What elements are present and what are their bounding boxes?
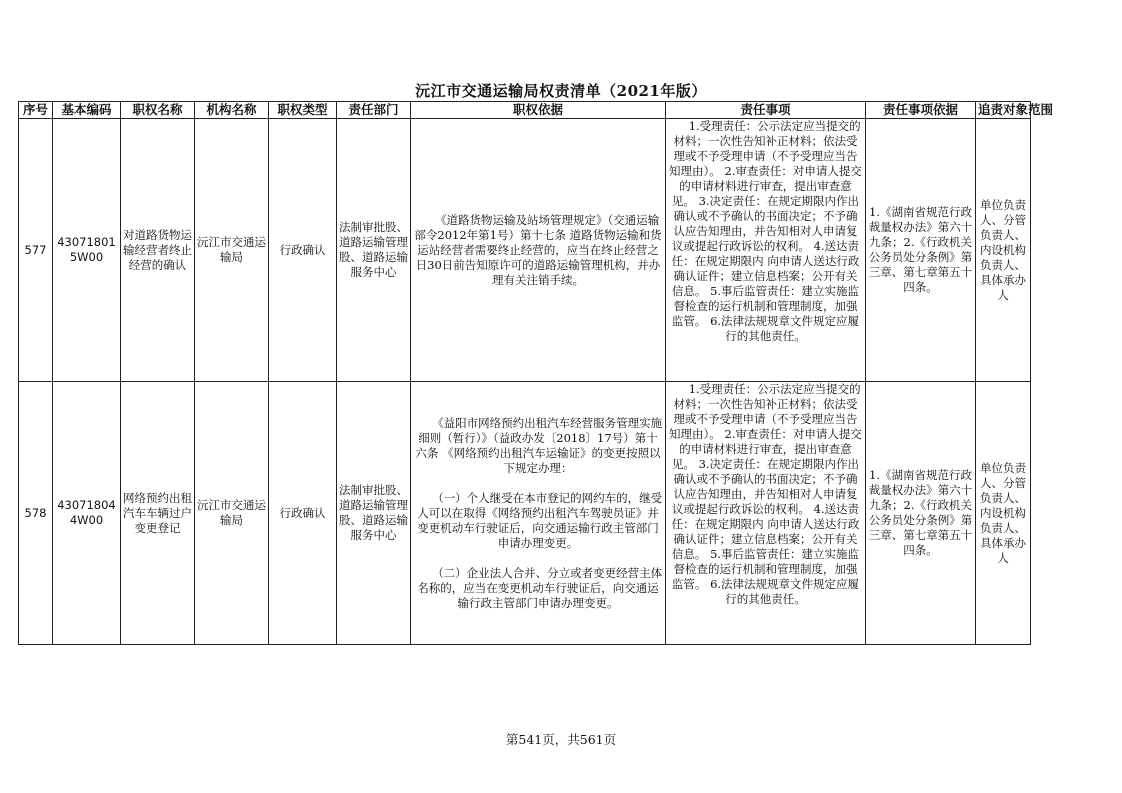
header-duty-basis: 责任事项依据 (866, 102, 976, 119)
cell-code: 430718015W00 (53, 119, 121, 382)
table-row (19, 382, 1031, 645)
cell-basis (411, 382, 666, 645)
basis-paragraph: （一）个人继受在本市登记的网约车的，继受人可以在取得《网络预约出租汽车驾驶员证》并变更机动车行驶证后，向交通运输行政主管部门申请办理变更。 (417, 490, 663, 550)
duty-text: 1.受理责任：公示法定应当提交的材料；一次性告知补正材料；依法受理或不予受理申请（不予受理应当告知理由）。 2.审查责任：对申请人提交的申请材料进行审查，提出审查意见。 3.决定责任：在规定期限内作出确认或不予确认的书面决定；不予确认应告知理由，并告知相对人申请复议或提起行政诉讼的权利。 4.送达责任：在规定期限内 向申请人送达行政确认证件；建立信息档案；公开有关信息。 5.事后监管责任：建立实施监督检查的运行机制和管理制度，加强监管。 6.法律法规规章文件规定应履行的其他责任。 (669, 382, 862, 606)
header-power-name: 职权名称 (121, 102, 195, 119)
cell-duty-basis: 1.《湖南省规范行政裁量权办法》第六十九条；2.《行政机关公务员处分条例》第三章、第七章第五十四条。 (866, 382, 976, 645)
basis-paragraph: 《道路货物运输及站场管理规定》（交通运输部令2012年第1号）第十七条 道路货物运输和货运站经营者需要终止经营的，应当在终止经营之日30日前告知原许可的道路运输管理机构，并办理有关注销手续。 (414, 212, 662, 287)
cell-agency: 沅江市交通运输局 (195, 382, 269, 645)
basis-paragraph: 《益阳市网络预约出租汽车经营服务管理实施细则（暂行）》（益政办发〔2018〕17号）第十六条 《网络预约出租汽车运输证》的变更按照以下规定办理： (415, 415, 663, 475)
table-row (19, 119, 1031, 382)
header-basis: 职权依据 (411, 102, 666, 119)
header-code: 基本编码 (53, 102, 121, 119)
basis-paragraph: （二）企业法人合并、分立或者变更经营主体名称的，应当在变更机动车行驶证后，向交通运输行政主管部门申请办理变更。 (417, 565, 663, 610)
cell-accountability: 单位负责人、分管负责人、内设机构负责人、具体承办人 (976, 119, 1031, 382)
header-index: 序号 (19, 102, 53, 119)
cell-power-name: 网络预约出租汽车车辆过户变更登记 (121, 382, 195, 645)
cell-dept: 法制审批股、道路运输管理股、道路运输服务中心 (337, 382, 411, 645)
cell-duty (666, 119, 866, 382)
cell-basis (411, 119, 666, 382)
header-accountability: 追责对象范围 (976, 102, 1031, 119)
cell-dept: 法制审批股、道路运输管理股、道路运输服务中心 (337, 119, 411, 382)
page-number: 第541页，共561页 (505, 732, 617, 747)
header-agency: 机构名称 (195, 102, 269, 119)
header-row (19, 102, 1031, 119)
cell-duty (666, 382, 866, 645)
duty-text: 1.受理责任：公示法定应当提交的材料；一次性告知补正材料；依法受理或不予受理申请（不予受理应当告知理由）。 2.审查责任：对申请人提交的申请材料进行审查，提出审查意见。 3.决定责任：在规定期限内作出确认或不予确认的书面决定；不予确认应告知理由，并告知相对人申请复议或提起行政诉讼的权利。 4.送达责任：在规定期限内 向申请人送达行政确认证件；建立信息档案；公开有关信息。 5.事后监管责任：建立实施监督检查的运行机制和管理制度，加强监管。 6.法律法规规章文件规定应履行的其他责任。 (669, 119, 862, 343)
responsibility-table (18, 101, 1054, 645)
cell-agency: 沅江市交通运输局 (195, 119, 269, 382)
header-power-type: 职权类型 (269, 102, 337, 119)
cell-power-type: 行政确认 (269, 382, 337, 645)
cell-code: 430718044W00 (53, 382, 121, 645)
header-dept: 责任部门 (337, 102, 411, 119)
cell-index: 578 (19, 382, 53, 645)
header-duty: 责任事项 (666, 102, 866, 119)
document-title: 沅江市交通运输局权责清单（2021年版） (415, 82, 707, 100)
cell-power-name: 对道路货物运输经营者终止经营的确认 (121, 119, 195, 382)
cell-power-type: 行政确认 (269, 119, 337, 382)
cell-duty-basis: 1.《湖南省规范行政裁量权办法》第六十九条；2.《行政机关公务员处分条例》第三章、第七章第五十四条。 (866, 119, 976, 382)
cell-accountability: 单位负责人、分管负责人、内设机构负责人、具体承办人 (976, 382, 1031, 645)
cell-index: 577 (19, 119, 53, 382)
